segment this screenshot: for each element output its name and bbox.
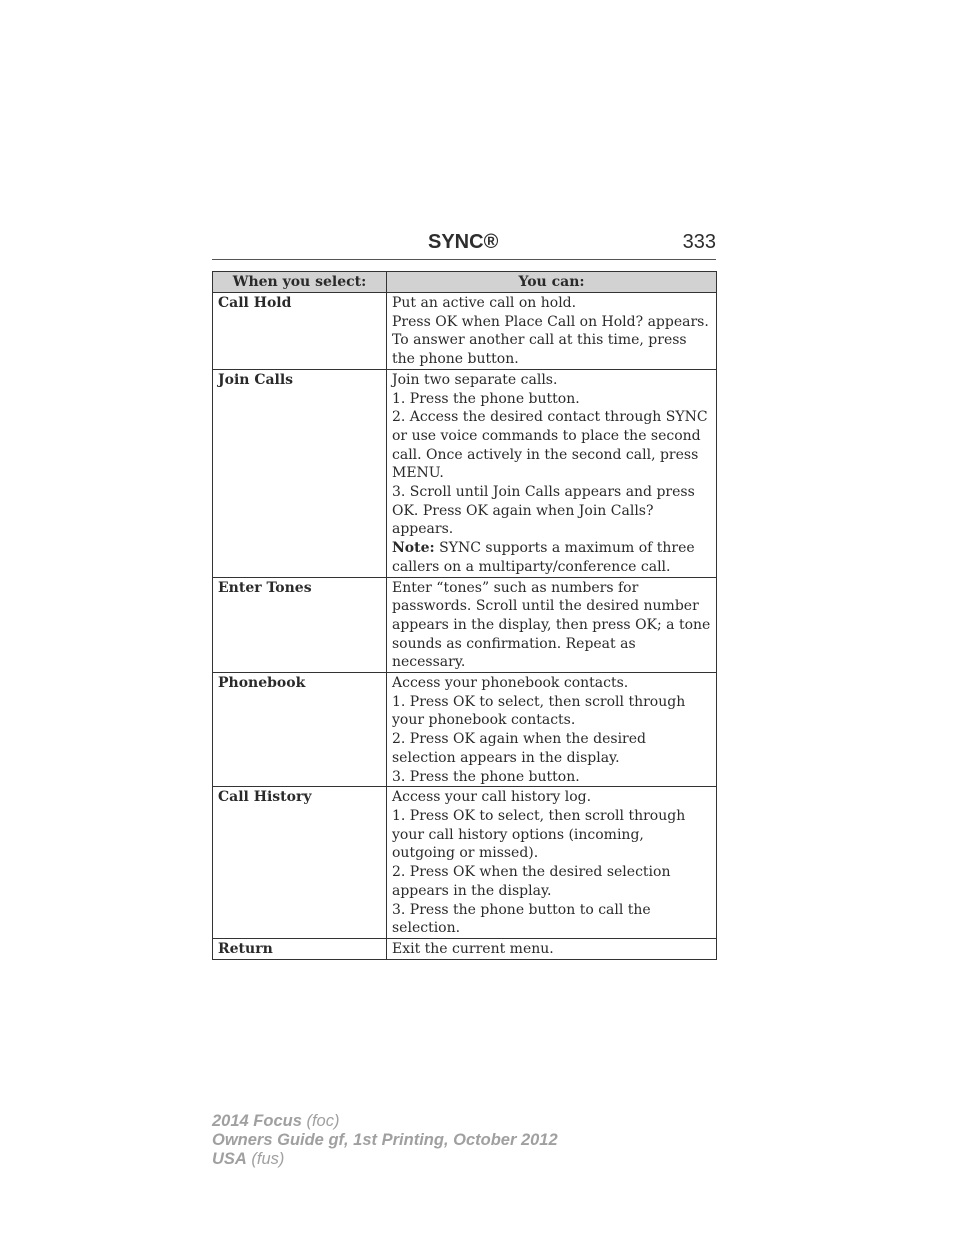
- feature-call-history: Call History: [213, 787, 387, 939]
- description-line: 2. Press OK again when the desired selection appears in the display.: [392, 731, 646, 766]
- feature-join-calls: Join Calls: [213, 369, 387, 577]
- description-line: 1. Press OK to select, then scroll through your call history options (incoming, outgoing or missed).: [392, 807, 686, 862]
- description-line: 2. Press OK when the desired selection appears in the display.: [392, 864, 671, 899]
- description-line: Enter “tones” such as numbers for passwords. Scroll until the desired number appears in the display, then press OK; a tone sounds as confirmation. Repeat as necessary.: [392, 579, 711, 671]
- column-header-action: You can:: [387, 272, 717, 293]
- footer-model-name: 2014 Focus: [212, 1112, 302, 1130]
- feature-enter-tones: Enter Tones: [213, 577, 387, 673]
- column-header-select: When you select:: [213, 272, 387, 293]
- description-line: 3. Press the phone button.: [392, 768, 580, 785]
- table-row: [213, 293, 717, 370]
- footer-edition: Owners Guide gf, 1st Printing, October 2012: [212, 1131, 558, 1149]
- page-header: [212, 229, 716, 260]
- description-line: Press OK when Place Call on Hold? appears. To answer another call at this time, press the phone button.: [392, 313, 709, 368]
- description-cell: [387, 787, 717, 939]
- note: [392, 539, 711, 576]
- description-line: Exit the current menu.: [392, 940, 554, 957]
- feature-return: Return: [213, 938, 387, 959]
- description-line: 3. Scroll until Join Calls appears and press OK. Press OK again when Join Calls? appears.: [392, 484, 695, 538]
- table-row: [213, 938, 717, 959]
- page-footer: [212, 1112, 558, 1169]
- description-cell: [387, 673, 717, 787]
- table-row: [213, 673, 717, 787]
- description-line: Put an active call on hold.: [392, 295, 577, 311]
- table-row: [213, 369, 717, 577]
- description-line: 3. Press the phone button to call the selection.: [392, 901, 651, 937]
- description-cell: [387, 293, 717, 370]
- footer-market: USA: [212, 1150, 247, 1168]
- description-cell: [387, 938, 717, 959]
- description-line: Access your phonebook contacts.: [392, 675, 629, 692]
- description-cell: [387, 369, 717, 577]
- footer-market-code: (fus): [246, 1150, 285, 1168]
- description-line: Join two separate calls.: [392, 371, 558, 388]
- page-number: 333: [682, 231, 716, 253]
- section-title: SYNC®: [428, 231, 499, 253]
- note-label: Note:: [392, 540, 435, 557]
- feature-phonebook: Phonebook: [213, 673, 387, 787]
- description-line: 2. Access the desired contact through SYNC or use voice commands to place the second call. Once actively in the second call, press MENU.: [392, 409, 708, 482]
- description-line: 1. Press OK to select, then scroll through your phonebook contacts.: [392, 693, 686, 729]
- footer-model-code: (foc): [301, 1112, 340, 1130]
- footer-line-market: [212, 1150, 558, 1169]
- footer-line-model: [212, 1112, 558, 1131]
- sync-phone-menu-table: [212, 271, 717, 960]
- footer-line-edition: [212, 1131, 558, 1150]
- feature-call-hold: Call Hold: [213, 293, 387, 370]
- table-row: [213, 787, 717, 939]
- note-text: SYNC supports a maximum of three callers on a multiparty/conference call.: [392, 540, 695, 575]
- description-cell: [387, 577, 717, 673]
- table-header-row: [213, 272, 717, 293]
- description-line: Access your call history log.: [392, 789, 592, 806]
- table-row: [213, 577, 717, 673]
- description-line: 1. Press the phone button.: [392, 390, 580, 407]
